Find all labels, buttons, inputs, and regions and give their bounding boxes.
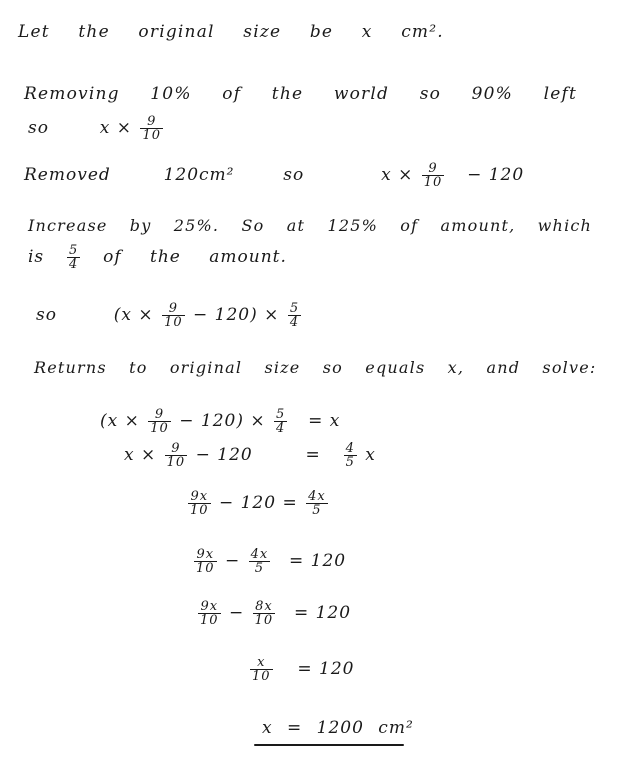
expr-tail: − 120 bbox=[467, 165, 525, 185]
expr-open: (x × bbox=[113, 305, 154, 325]
step-3 bbox=[186, 490, 330, 517]
step-3-mid: − 120 = bbox=[218, 493, 298, 513]
fraction-nine-tenths: $\frac{9}{10}$ bbox=[142, 114, 161, 143]
fraction-x-tenths: $\frac{x}{10}$ bbox=[252, 655, 271, 684]
removed-amount: 120cm² bbox=[163, 165, 235, 185]
fraction-five-quarters: $\frac{5}{4}$ bbox=[289, 301, 300, 330]
step-4 bbox=[192, 548, 346, 575]
step-2-lhs: x × bbox=[124, 445, 157, 465]
so-word: so bbox=[28, 118, 49, 138]
step-2-equals: = bbox=[305, 445, 321, 465]
fraction-four-fifths: $\frac{4}{5}$ bbox=[345, 441, 355, 470]
fraction-4x-fifths: $\frac{4x}{5}$ bbox=[250, 547, 269, 576]
step-6-rhs: = 120 bbox=[297, 659, 355, 679]
fraction-nine-tenths: $\frac{9}{10}$ bbox=[164, 301, 183, 330]
step-5-rhs: = 120 bbox=[293, 603, 352, 623]
step-4-rhs: = 120 bbox=[289, 551, 347, 571]
fraction-9x-tenths: $\frac{9x}{10}$ bbox=[200, 599, 219, 628]
fraction-8x-tenths: $\frac{8x}{10}$ bbox=[254, 599, 274, 628]
step-6 bbox=[248, 656, 354, 683]
fraction-nine-tenths: $\frac{9}{10}$ bbox=[166, 441, 186, 470]
expr-x: x × bbox=[99, 118, 133, 138]
fraction-five-quarters: $\frac{5}{4}$ bbox=[276, 407, 286, 436]
fraction-9x-tenths: $\frac{9x}{10}$ bbox=[190, 489, 209, 518]
step-1 bbox=[100, 408, 340, 435]
step-5-minus: − bbox=[228, 603, 245, 623]
fraction-nine-tenths: $\frac{9}{10}$ bbox=[423, 161, 443, 190]
step-2-mid: − 120 bbox=[195, 445, 253, 465]
increase-line: Increase by 25%. So at 125% of amount, which bbox=[28, 216, 593, 235]
removing-expression bbox=[28, 115, 165, 142]
of-the-amount: of the amount. bbox=[103, 247, 287, 267]
expr-mid: − 120) × bbox=[193, 305, 280, 325]
fraction-4x-fifths: $\frac{4x}{5}$ bbox=[308, 489, 326, 518]
fraction-9x-tenths: $\frac{9x}{10}$ bbox=[196, 547, 215, 576]
removed-line bbox=[24, 162, 524, 189]
returns-line: Returns to original size so equals x, and solve: bbox=[34, 358, 597, 377]
so-expression bbox=[36, 302, 303, 329]
removing-line: Removing 10% of the world so 90% left bbox=[24, 84, 578, 104]
step-1-rhs: = x bbox=[308, 411, 341, 431]
is-word: is bbox=[28, 247, 45, 267]
fraction-five-quarters: $\frac{5}{4}$ bbox=[68, 243, 79, 272]
step-2 bbox=[124, 442, 376, 469]
so-word: so bbox=[283, 165, 305, 185]
final-answer: x = 1200 cm² bbox=[262, 718, 414, 738]
step-4-minus: − bbox=[224, 551, 241, 571]
step-1-open: (x × bbox=[100, 411, 140, 431]
step-1-mid: − 120) × bbox=[179, 411, 266, 431]
fraction-nine-tenths: $\frac{9}{10}$ bbox=[150, 407, 169, 436]
step-5 bbox=[196, 600, 351, 627]
step-2-x: x bbox=[365, 445, 376, 465]
so-word: so bbox=[36, 305, 57, 325]
removed-label: Removed bbox=[24, 165, 111, 185]
expr-x: x × bbox=[381, 165, 414, 185]
increase-line-2 bbox=[28, 244, 287, 271]
intro-line: Let the original size be x cm². bbox=[18, 22, 444, 42]
answer-underline bbox=[254, 744, 404, 746]
